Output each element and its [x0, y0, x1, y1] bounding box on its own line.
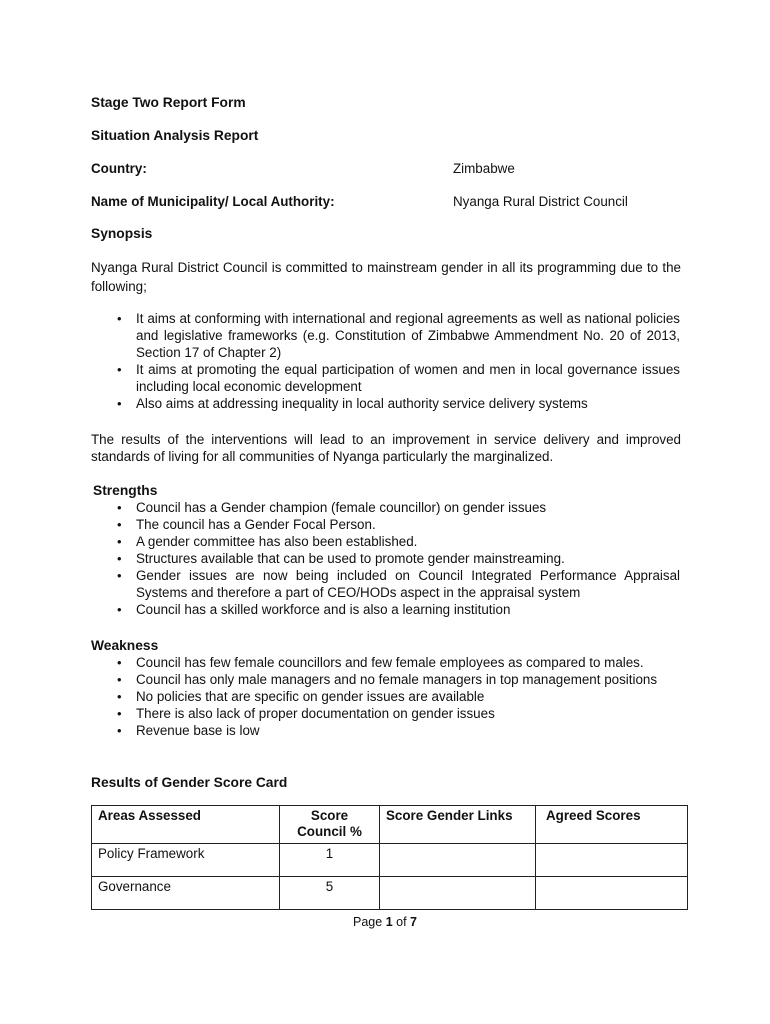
cell-area: Governance: [92, 877, 280, 910]
table-header-row: [92, 806, 688, 844]
list-item: • Structures available that can be used to promote gender mainstreaming.: [136, 550, 680, 567]
page-number: 1: [385, 915, 393, 929]
country-field: [91, 160, 689, 177]
list-item: • No policies that are specific on gender issues are available: [136, 688, 680, 705]
strengths-heading: Strengths: [93, 483, 158, 498]
list-item: • It aims at promoting the equal participation of women and men in local governance issues including local economic development: [136, 361, 680, 395]
weakness-list: [136, 654, 680, 739]
list-item: • There is also lack of proper documentation on gender issues: [136, 705, 680, 722]
list-item: • It aims at conforming with international and regional agreements as well as national policies and legislative frameworks (e.g. Constitution of Zimbabwe Ammendment No. 20 of 2013, Section 17 of Chapter 2): [136, 310, 680, 361]
country-value: Zimbabwe: [453, 161, 515, 176]
form-title: Stage Two Report Form: [91, 95, 246, 110]
synopsis-heading: Synopsis: [91, 226, 153, 241]
column-header-score-gender-links: Score Gender Links: [380, 806, 536, 844]
weakness-heading: Weakness: [91, 638, 159, 653]
list-item: • Gender issues are now being included on Council Integrated Performance Appraisal Systems and therefore a part of CEO/HODs aspect in the appraisal system: [136, 567, 680, 601]
municipality-value: Nyanga Rural District Council: [453, 194, 628, 209]
list-item: • Council has only male managers and no female managers in top management positions: [136, 671, 680, 688]
gender-score-card-table: [91, 805, 688, 910]
municipality-field: [91, 193, 689, 210]
list-item: • Council has a skilled workforce and is also a learning institution: [136, 601, 680, 618]
cell-gender-links-score: [380, 844, 536, 877]
list-item: • Also aims at addressing inequality in local authority service delivery systems: [136, 395, 680, 412]
cell-agreed-score: [536, 877, 688, 910]
column-header-agreed-scores: Agreed Scores: [536, 806, 688, 844]
score-card-heading: Results of Gender Score Card: [91, 775, 288, 790]
synopsis-intro: Nyanga Rural District Council is committed to mainstream gender in all its programming due to the following;: [91, 260, 681, 294]
list-item: • Council has few female councillors and few female employees as compared to males.: [136, 654, 680, 671]
page-footer: [0, 914, 770, 931]
cell-gender-links-score: [380, 877, 536, 910]
cell-area: Policy Framework: [92, 844, 280, 877]
of-word: of: [396, 915, 407, 929]
list-item: • A gender committee has also been established.: [136, 533, 680, 550]
column-header-score-council: Score Council %: [280, 806, 380, 844]
synopsis-bullet-list: [136, 310, 680, 412]
strengths-list: [136, 499, 680, 618]
report-title: Situation Analysis Report: [91, 128, 259, 143]
column-header-areas-assessed: Areas Assessed: [92, 806, 280, 844]
cell-council-score: 1: [280, 844, 380, 877]
cell-agreed-score: [536, 844, 688, 877]
list-item: • Revenue base is low: [136, 722, 680, 739]
table-row: [92, 844, 688, 877]
municipality-label: Name of Municipality/ Local Authority:: [91, 194, 335, 209]
table-row: [92, 877, 688, 910]
list-item: • Council has a Gender champion (female councillor) on gender issues: [136, 499, 680, 516]
country-label: Country:: [91, 161, 147, 176]
page-word: Page: [353, 915, 383, 929]
cell-council-score: 5: [280, 877, 380, 910]
page-total: 7: [410, 915, 417, 929]
list-item: • The council has a Gender Focal Person.: [136, 516, 680, 533]
synopsis-results: The results of the interventions will lead to an improvement in service delivery and improved standards of living for all communities of Nyanga particularly the marginalized.: [91, 432, 681, 464]
